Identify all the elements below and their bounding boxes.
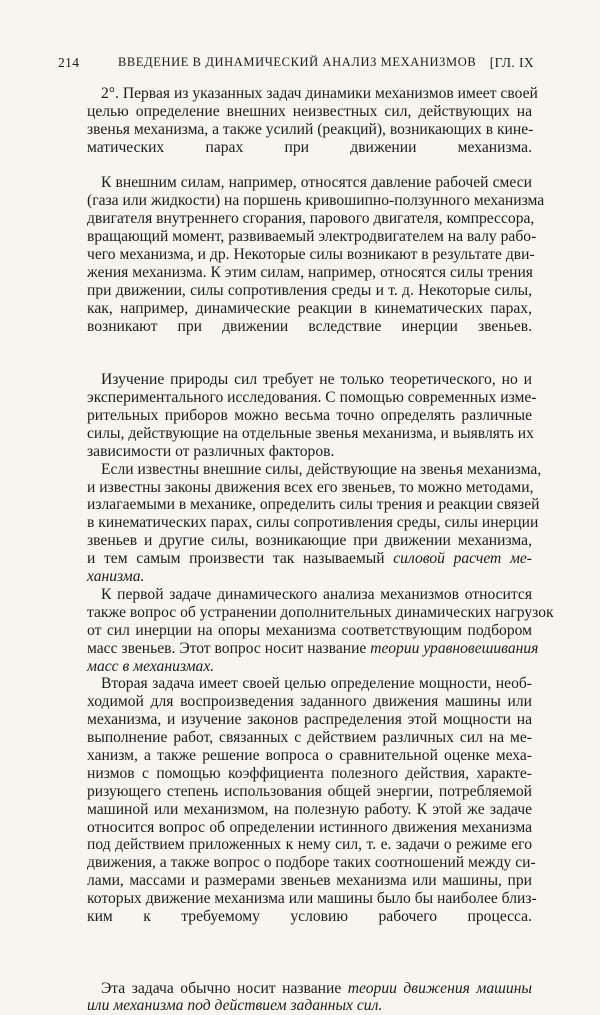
text-line	[87, 639, 539, 658]
body-text	[87, 85, 554, 1015]
text-line: низмов с помощью коэффициента полезного действия, характе-	[87, 764, 532, 782]
text-line	[87, 568, 532, 586]
text-line: чего механизма, и др. Некоторые силы возникают в результате дви-	[87, 246, 535, 264]
text-line: от сил инерции на опоры механизма соответствующим подбором	[87, 621, 532, 639]
italic-term: ханизма.	[87, 568, 145, 586]
text-line: Если известны внешние силы, действующие на звенья механизма,	[101, 460, 542, 478]
text-run: Эта задача обычно носит название	[101, 979, 348, 997]
text-line: ризующего степень использования общей энергии, потребляемой	[87, 782, 532, 800]
text-line: выполнение работ, связанных с действием различных сил на ме-	[87, 729, 532, 747]
text-line: К первой задаче динамического анализа механизмов относится	[101, 585, 532, 603]
text-line: движения, а также вопрос о подборе таких соотношений между си-	[87, 854, 536, 872]
text-line: и известны законы движения всех его звеньев, то можно методами,	[87, 478, 534, 496]
text-line: как, например, динамические реакции в кинематических парах,	[87, 299, 532, 317]
text-line	[87, 962, 532, 980]
text-line	[87, 997, 532, 1015]
text-line: двигателя внутреннего сгорания, парового двигателя, компрессора,	[87, 210, 535, 228]
page-number: 214	[58, 55, 80, 70]
text-line: возникают при движении вследствие инерции звеньев.	[87, 317, 532, 335]
italic-term: силовой расчет ме-	[393, 550, 533, 568]
running-header	[58, 55, 534, 75]
text-line	[87, 157, 532, 175]
text-line: ходимой для воспроизведения заданного движения машины или	[87, 693, 532, 711]
text-line: звенья механизма, а также усилий (реакций), возникающих в кине-	[87, 120, 534, 138]
text-line	[87, 335, 532, 353]
text-line: экспериментального исследования. С помощью современных изме-	[87, 389, 537, 407]
text-line: под действием приложенных к нему сил, т. е. задачи о режиме его	[87, 836, 532, 854]
chapter-mark: [ГЛ. IX	[489, 55, 534, 70]
italic-term: масс в механизмах.	[87, 657, 215, 675]
italic-term: теории уравновешивания	[370, 639, 539, 657]
text-line: также вопрос об устранении дополнительных динамических нагрузок	[87, 603, 554, 621]
text-line: Изучение природы сил требует не только теоретического, но и	[101, 371, 532, 389]
text-line: 2°. Первая из указанных задач динамики механизмов имеет своей	[101, 85, 538, 102]
text-line	[87, 658, 532, 676]
text-line: силы, действующие на отдельные звенья механизма, и выявлять их	[87, 424, 534, 442]
italic-term: теории движения машины	[347, 979, 532, 997]
text-line: звеньев и другие силы, возникающие при движении механизма,	[87, 532, 532, 550]
text-line: матических парах при движении механизма.	[87, 138, 532, 156]
text-line	[87, 353, 532, 371]
text-line: при движении, силы сопротивления среды и т. д. Некоторые силы,	[87, 281, 532, 299]
text-line: ким к требуемому условию рабочего процесса.	[87, 907, 532, 925]
italic-term: или механизма под действием заданных сил.	[87, 997, 383, 1015]
text-line: Вторая задача имеет своей целью определение мощности, необ-	[101, 675, 532, 693]
text-line: рительных приборов можно весьма точно определять различные	[87, 407, 532, 425]
text-line: целью определение внешних неизвестных сил, действующих на	[87, 102, 532, 120]
text-line	[87, 980, 532, 998]
text-line	[87, 926, 532, 944]
text-line: в кинематических парах, силы сопротивления среды, силы инерции	[87, 514, 539, 532]
running-title: ВВЕДЕНИЕ В ДИНАМИЧЕСКИЙ АНАЛИЗ МЕХАНИЗМОВ	[118, 55, 477, 69]
text-line	[87, 550, 532, 568]
text-line: лами, массами и размерами звеньев механизма или машины, при	[87, 872, 532, 890]
text-line: машиной или механизмом, на полезную работу. К этой же задаче	[87, 800, 532, 818]
text-line: (газа или жидкости) на поршень кривошипно-ползунного механизма	[87, 192, 545, 210]
text-run: масс звеньев. Этот вопрос носит название	[87, 639, 371, 657]
text-line: зависимости от различных факторов.	[87, 442, 335, 460]
text-line: ханизм, а также решение вопроса о сравнительной оценке меха-	[87, 746, 532, 764]
text-line: излагаемыми в механике, определить силы трения и реакции связей	[87, 496, 540, 514]
text-line: относится вопрос об определении истинного движения механизма	[87, 818, 532, 836]
text-line: механизма, и изучение законов распределения этой мощности на	[87, 711, 532, 729]
text-line	[87, 944, 532, 962]
text-line: которых движение механизма или машины было бы наиболее близ-	[87, 890, 537, 908]
text-run: и тем самым произвести так называемый	[87, 550, 394, 568]
text-line: жения механизма. К этим силам, например, относятся силы трения	[87, 263, 533, 281]
text-line: К внешним силам, например, относятся давление рабочей смеси	[101, 174, 532, 192]
text-line: вращающий момент, развиваемый электродвигателем на валу рабо-	[87, 228, 537, 246]
